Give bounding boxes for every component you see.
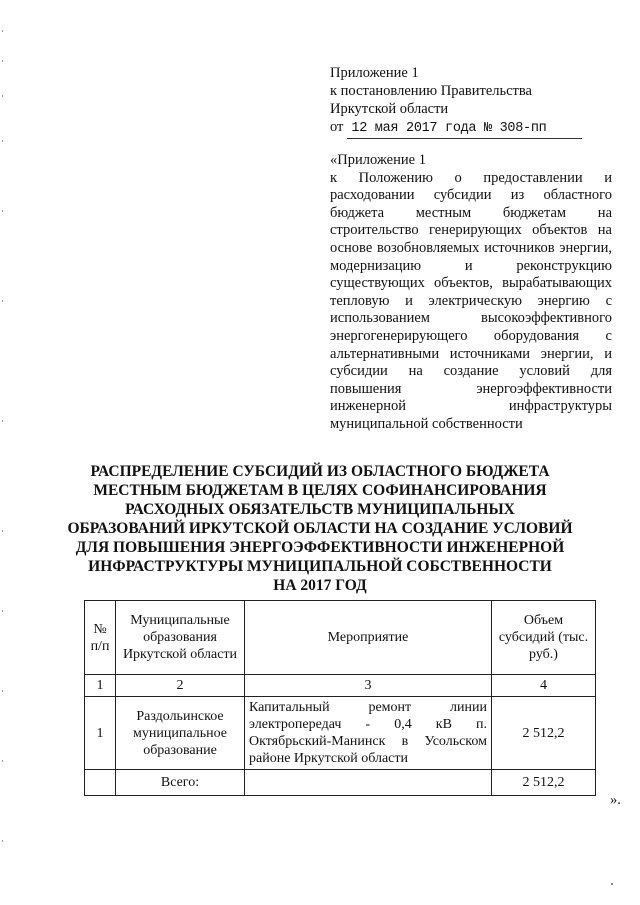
column-number: 3	[245, 675, 492, 697]
total-empty-cell	[85, 770, 116, 796]
header-amount: Объем субсидий (тыс. руб.)	[492, 601, 596, 675]
appendix-line-3: Иркутской области	[330, 101, 449, 117]
total-label: Всего:	[116, 770, 245, 796]
header-num: № п/п	[85, 601, 116, 675]
row-activity: Капитальный ремонт линии электропередач - 0,4 кВ п. Октябрьский-Манинск в Усольском районе Иркутской области	[245, 697, 492, 770]
row-municipality: Раздольинское муниципальное образование	[116, 697, 245, 770]
appendix-date-line	[330, 118, 620, 139]
column-number-row	[85, 675, 596, 697]
table-header-row	[85, 601, 596, 675]
title-line: ДЛЯ ПОВЫШЕНИЯ ЭНЕРГОЭФФЕКТИВНОСТИ ИНЖЕНЕРНОЙ	[75, 539, 565, 556]
appendix-line-2: к постановлению Правительства	[330, 83, 532, 99]
document-title	[60, 462, 580, 595]
row-amount: 2 512,2	[492, 697, 596, 770]
total-amount: 2 512,2	[492, 770, 596, 796]
header-activity: Мероприятие	[245, 601, 492, 675]
column-number: 4	[492, 675, 596, 697]
regulation-reference	[330, 152, 612, 434]
scan-dot	[611, 883, 613, 885]
title-line: РАСПРЕДЕЛЕНИЕ СУБСИДИЙ ИЗ ОБЛАСТНОГО БЮДЖЕТА	[90, 463, 550, 480]
table-row	[85, 697, 596, 770]
total-row	[85, 770, 596, 796]
title-line: МЕСТНЫМ БЮДЖЕТАМ В ЦЕЛЯХ СОФИНАНСИРОВАНИЯ	[93, 482, 547, 499]
column-number: 2	[116, 675, 245, 697]
date-value: 12 мая 2017 года № 308-пп	[347, 120, 582, 139]
closing-quote-mark: ».	[610, 792, 621, 808]
header-municipality: Муниципальные образования Иркутской области	[116, 601, 245, 675]
date-prefix: от	[330, 119, 344, 135]
title-line: ИНФРАСТРУКТУРЫ МУНИЦИПАЛЬНОЙ СОБСТВЕННОСТИ	[88, 558, 552, 575]
title-line: НА 2017 ГОД	[273, 577, 367, 594]
column-number: 1	[85, 675, 116, 697]
reference-text: к Положению о предоставлении и расходовании субсидии из областного бюджета местным бюджетам на строительство генерирующих объектов на основе возобновляемых источников энергии, модернизацию и реконструкцию существующих объектов, вырабатывающих тепловую и электрическую энергию с использованием высокоэффективного энергогенерирующего оборудования с альтернативными источниками энергии, и субсидии на создание условий для повышения энергоэффективности инженерной инфраструктуры муниципальной собственности	[330, 169, 612, 432]
title-line: ОБРАЗОВАНИЙ ИРКУТСКОЙ ОБЛАСТИ НА СОЗДАНИЕ УСЛОВИЙ	[67, 520, 573, 537]
appendix-header	[330, 64, 620, 139]
scan-edge-marks	[2, 0, 5, 905]
total-empty-cell	[245, 770, 492, 796]
row-num: 1	[85, 697, 116, 770]
subsidy-table	[84, 600, 596, 796]
title-line: РАСХОДНЫХ ОБЯЗАТЕЛЬСТВ МУНИЦИПАЛЬНЫХ	[125, 501, 515, 518]
reference-heading: «Приложение 1	[330, 152, 426, 168]
appendix-line-1: Приложение 1	[330, 65, 419, 81]
